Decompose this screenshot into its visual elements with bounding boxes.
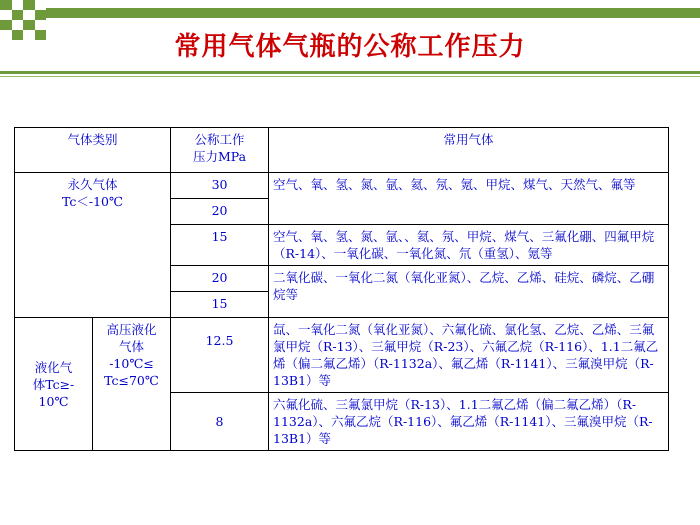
header-pressure-line1: 公称工作 — [194, 132, 245, 147]
top-accent-bar — [46, 8, 700, 18]
table-header-row — [15, 128, 669, 173]
title-underline-thin — [0, 76, 700, 77]
header-pressure-line2: 压力MPa — [192, 149, 247, 164]
permanent-label-line1: 永久气体 — [67, 177, 118, 192]
high-label-line2: 气体 — [119, 339, 145, 354]
high-label-line1: 高压液化 — [106, 322, 157, 337]
pressure-cell: 15 — [171, 292, 269, 318]
high-label-line3: -10℃≤ — [109, 356, 154, 371]
header-gas-category: 气体类别 — [15, 128, 171, 173]
header-common-gases: 常用气体 — [269, 128, 669, 173]
permanent-label-line2: Tc＜-10℃ — [62, 194, 123, 209]
gases-cell: 空气、氧、氢、氮、氩、、氦、氖、甲烷、煤气、三氟化硼、四氟甲烷（R-14）、一氧化碳、一氧化氮、氘（重氢）、氪等 — [269, 225, 669, 266]
title-underline — [0, 71, 700, 74]
liquefied-label-line2: 体Tc≥- — [32, 376, 75, 392]
table-row — [15, 173, 669, 199]
high-label-line4: Tc≤70℃ — [104, 373, 159, 388]
liquefied-label-line3: 10℃ — [38, 393, 69, 409]
gases-cell: 空气、氧、氢、氮、氩、氦、氖、氪、甲烷、煤气、天然气、氟等 — [269, 173, 669, 225]
pressure-cell: 20 — [171, 266, 269, 292]
pressure-cell: 8 — [171, 393, 269, 451]
pressure-cell: 30 — [171, 173, 269, 199]
category-permanent-gas — [15, 173, 171, 318]
header-nominal-pressure — [171, 128, 269, 173]
gases-cell: 氙、一氧化二氮（氧化亚氮）、六氟化硫、氯化氢、乙烷、乙烯、三氟氯甲烷（R-13）、三氟甲烷（R-23）、六氟乙烷（R-116）、1.1二氟乙烯（偏二氟乙烯）（R-1132a）、氟乙烯（R-1141）、三氟溴甲烷（R-13B1）等 — [269, 318, 669, 393]
liquefied-label-line1: 液化气 — [34, 359, 73, 375]
pressure-table — [14, 127, 669, 451]
pressure-cell: 12.5 — [171, 318, 269, 393]
slide-title: 常用气体气瓶的公称工作压力 — [174, 32, 526, 62]
pressure-cell: 20 — [171, 199, 269, 225]
gases-cell: 六氟化硫、三氟氯甲烷（R-13）、1.1二氟乙烯（偏二氟乙烯）（R-1132a）、六氟乙烷（R-116）、氟乙烯（R-1141）、三氟溴甲烷（R-13B1）等 — [269, 393, 669, 451]
gases-cell: 二氧化碳、一氧化二氮（氧化亚氮）、乙烷、乙烯、硅烷、磷烷、乙硼烷等 — [269, 266, 669, 318]
category-high-pressure-liquefied — [93, 318, 171, 451]
pressure-cell: 15 — [171, 225, 269, 266]
table-row — [15, 318, 669, 393]
category-liquefied-gas — [15, 318, 93, 451]
